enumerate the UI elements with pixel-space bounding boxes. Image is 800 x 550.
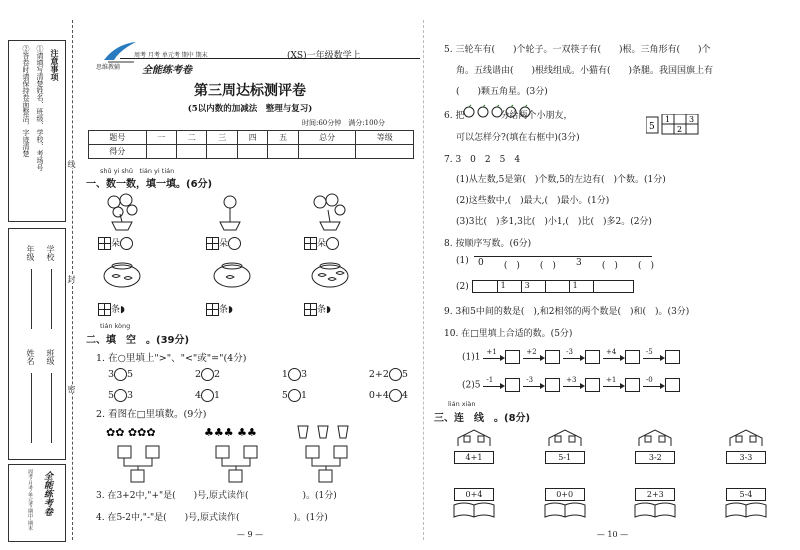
unit-label: 朵 xyxy=(317,239,327,249)
s3-pinyin: lián xiàn xyxy=(448,400,476,408)
header-brand: 全能练考卷 xyxy=(142,65,192,76)
answer-row xyxy=(304,302,331,316)
compare-circle[interactable] xyxy=(288,368,301,381)
house-card[interactable] xyxy=(722,428,770,464)
score-cell[interactable] xyxy=(356,145,414,159)
number-line-tick[interactable]: ( ) xyxy=(539,261,556,271)
score-header: 五 xyxy=(268,131,298,145)
book-icon xyxy=(633,501,677,519)
brand-footer-sub: 周考·月考·单元考·期中·期末 xyxy=(27,469,33,531)
unit-label: 朵 xyxy=(219,239,229,249)
answer-row xyxy=(206,302,233,316)
q7-part-2: (2)这些数中,( )最大,( )最小。(1分) xyxy=(456,196,610,206)
tens-ones-box[interactable] xyxy=(98,237,111,250)
unit-label: 条 xyxy=(317,305,327,315)
split-value: 2 xyxy=(677,125,683,134)
q1-text: 1. 在○里填上">"、"<"或"="(4分) xyxy=(96,353,247,364)
answer-row xyxy=(98,302,125,316)
answer-row xyxy=(206,236,241,250)
house-expression: 4+1 xyxy=(454,451,494,464)
score-header: 总分 xyxy=(298,131,356,145)
q10-text: 10. 在□里填上合适的数。(5分) xyxy=(444,329,573,339)
cut-label-seal: 封 xyxy=(67,275,76,283)
s1-pinyin: shǔ yi shǔ tián yi tián xyxy=(100,167,175,175)
answer-row xyxy=(98,236,133,250)
fish-icon: ◗ xyxy=(326,305,331,315)
score-cell[interactable] xyxy=(146,145,176,159)
strawberries-decomposition xyxy=(202,424,272,487)
compare-circle[interactable] xyxy=(114,368,127,381)
compare-item: 4 1 xyxy=(194,390,221,401)
center-fold xyxy=(423,20,424,540)
score-table xyxy=(88,130,414,159)
number-line-tick: 3 xyxy=(576,258,582,268)
house-expression: 3-3 xyxy=(726,451,766,464)
chain-box[interactable] xyxy=(625,378,640,392)
score-header: 二 xyxy=(177,131,207,145)
number-line-tick[interactable]: ( ) xyxy=(503,261,520,271)
brand-small: 思维教辅 xyxy=(96,64,121,71)
book-card[interactable] xyxy=(631,488,679,522)
field-school-line[interactable] xyxy=(51,269,52,329)
compare-item: 2 2 xyxy=(194,369,221,380)
flower-pot-picture xyxy=(210,192,250,235)
number-strip: (2) 1 3 1 xyxy=(456,280,634,293)
q4-text: 4. 在5-2中,"-"是( )号,原式读作( )。(1分) xyxy=(96,513,328,523)
strip-value: 1 xyxy=(572,281,578,290)
split-value: 1 xyxy=(665,115,671,124)
split-grid xyxy=(646,114,702,139)
split-value: 3 xyxy=(689,115,695,124)
exam-title: 第三周达标测评卷 xyxy=(194,83,306,99)
tens-ones-box[interactable] xyxy=(98,303,111,316)
exam-meta: 时间:60分钟 满分:100分 xyxy=(302,119,385,127)
exam-subtitle: (5以内数的加减法 整理与复习) xyxy=(187,104,313,114)
compare-item: 3 5 xyxy=(108,369,134,380)
strip-value: 3 xyxy=(524,281,530,290)
q7-text: 7. 3 0 2 5 4 xyxy=(444,155,521,165)
fish-icon: ◗ xyxy=(120,305,125,315)
unit-label: 朵 xyxy=(111,239,121,249)
field-school: 学校 xyxy=(46,245,55,261)
chain-box[interactable] xyxy=(545,350,560,364)
cut-label-dense: 密 xyxy=(67,385,76,393)
field-grade-line[interactable] xyxy=(31,269,32,329)
compare-circle[interactable] xyxy=(114,389,127,402)
compare-item: 0+4 4 xyxy=(368,390,408,401)
house-card[interactable] xyxy=(631,428,679,464)
fish-bowl-picture xyxy=(308,260,352,293)
apples-icon xyxy=(462,104,534,121)
brand-footer: 全能练考卷 xyxy=(42,471,52,516)
flowers-decomposition xyxy=(104,424,174,487)
field-grade: 年级 xyxy=(26,245,35,261)
compare-circle[interactable] xyxy=(201,368,214,381)
brand-footer-box xyxy=(8,464,66,542)
book-icon xyxy=(724,501,768,519)
house-icon xyxy=(454,428,494,448)
score-header: 一 xyxy=(146,131,176,145)
unit-label: 条 xyxy=(219,305,229,315)
q5-line-1: 5. 三轮车有( )个轮子。一双筷子有( )根。三角形有( )个 xyxy=(444,45,711,55)
chain-box[interactable] xyxy=(585,378,600,392)
tens-ones-box[interactable] xyxy=(304,303,317,316)
s1-title: 一、数一数，填一填。(6分) xyxy=(86,179,213,190)
field-name: 姓名 xyxy=(26,349,35,365)
chain-box[interactable] xyxy=(665,350,680,364)
notice-box xyxy=(8,40,66,222)
tens-ones-box[interactable] xyxy=(206,237,219,250)
chain-box[interactable] xyxy=(505,350,520,364)
s2-pinyin: tián kòng xyxy=(100,322,131,330)
header-rule xyxy=(120,58,420,59)
compare-circle[interactable] xyxy=(389,368,402,381)
score-cell[interactable] xyxy=(237,145,267,159)
number-line: (1) 0 ( ) ( ) 3 ( ) ( ) xyxy=(456,256,654,271)
strip-value: 1 xyxy=(500,281,506,290)
house-expression: 5-1 xyxy=(545,451,585,464)
chain-2: (2)5 -1 -3 +3 +1 -0 xyxy=(462,378,680,392)
svg-text:✿✿ ✿✿✿: ✿✿ ✿✿✿ xyxy=(106,426,156,439)
page-number-right: — 10 — xyxy=(596,530,629,539)
book-expression: 2+3 xyxy=(635,488,675,501)
s3-title: 三、连 线 。(8分) xyxy=(434,413,531,424)
header-tagline: 周考 月考 单元考 期中 期末 xyxy=(134,52,208,59)
book-card[interactable] xyxy=(722,488,770,522)
answer-circle[interactable] xyxy=(120,237,133,250)
chain-1: (1)1 +1 +2 -3 +4 -5 xyxy=(462,350,680,364)
flower-pot-picture xyxy=(308,192,352,235)
notice-title: 注意事项 xyxy=(50,49,59,81)
q5-line-3: ( )颗五角星。(3分) xyxy=(456,87,548,97)
books-row xyxy=(450,488,770,522)
score-header: 三 xyxy=(207,131,237,145)
score-cell[interactable] xyxy=(298,145,356,159)
q8-text: 8. 按顺序写数。(6分) xyxy=(444,239,532,249)
notice-tip-2: ②答卷时请保持卷面整洁，字迹清楚 xyxy=(22,45,30,157)
score-cell[interactable] xyxy=(268,145,298,159)
cups-decomposition xyxy=(292,424,362,487)
score-header: 四 xyxy=(237,131,267,145)
header-subject: (XS)一年级数学上 xyxy=(287,51,361,61)
compare-circle[interactable] xyxy=(288,389,301,402)
score-row-label: 得分 xyxy=(89,145,147,159)
chain-box[interactable] xyxy=(585,350,600,364)
left-page xyxy=(82,0,418,550)
svg-text:♣♣♣ ♣♣: ♣♣♣ ♣♣ xyxy=(204,426,257,439)
house-icon xyxy=(726,428,766,448)
notice-tip-1: ①请填写清楚姓名、班级、学校、考场号 xyxy=(36,45,44,171)
compare-item: 5 3 xyxy=(108,390,134,401)
q5-line-2: 角。五线谱由( )根线组成。小猫有( )条腿。我国国旗上有 xyxy=(456,66,714,76)
q2-text: 2. 看图在□里填数。(9分) xyxy=(96,409,207,420)
binding-sidebar xyxy=(0,0,78,550)
fish-bowl-picture xyxy=(210,260,254,293)
compare-item: 1 3 xyxy=(281,369,307,380)
house-icon xyxy=(545,428,585,448)
number-line-tick[interactable]: ( ) xyxy=(601,261,618,271)
book-card[interactable] xyxy=(541,488,589,522)
book-card[interactable] xyxy=(450,488,498,522)
chain-box[interactable] xyxy=(665,378,680,392)
compare-item: 2+2 5 xyxy=(368,369,408,380)
houses-row xyxy=(450,428,770,464)
q6-line-1: 6. 把 分给两个小朋友， xyxy=(444,111,573,121)
compare-circle[interactable] xyxy=(389,389,402,402)
s2-title: 二、填 空 。(39分) xyxy=(86,335,190,346)
split-total: 5 xyxy=(649,122,655,132)
q9-text: 9. 3和5中间的数是( ),和2相邻的两个数是( )和( )。(3分) xyxy=(444,307,690,317)
tens-ones-box[interactable] xyxy=(304,237,317,250)
compare-grid xyxy=(108,368,408,402)
house-expression: 3-2 xyxy=(635,451,675,464)
house-card[interactable] xyxy=(450,428,498,464)
house-icon xyxy=(635,428,675,448)
field-name-line[interactable] xyxy=(31,373,32,443)
book-expression: 5-4 xyxy=(726,488,766,501)
score-cell[interactable] xyxy=(177,145,207,159)
book-expression: 0+0 xyxy=(545,488,585,501)
field-class: 班级 xyxy=(46,349,55,365)
chain-box[interactable] xyxy=(505,378,520,392)
answer-row xyxy=(304,236,339,250)
unit-label: 条 xyxy=(111,305,121,315)
book-icon xyxy=(543,501,587,519)
score-header: 等级 xyxy=(356,131,414,145)
compare-circle[interactable] xyxy=(201,389,214,402)
book-icon xyxy=(452,501,496,519)
answer-circle[interactable] xyxy=(228,237,241,250)
score-header: 题号 xyxy=(89,131,147,145)
answer-circle[interactable] xyxy=(326,237,339,250)
score-cell[interactable] xyxy=(207,145,237,159)
house-card[interactable] xyxy=(541,428,589,464)
q6-line-2: 可以怎样分?(填在右框中)(3分) xyxy=(456,133,580,143)
chain-box[interactable] xyxy=(625,350,640,364)
compare-item: 5 1 xyxy=(281,390,307,401)
number-line-tick[interactable]: ( ) xyxy=(637,261,654,271)
page-number-left: — 9 — xyxy=(236,530,264,539)
right-page xyxy=(430,0,795,550)
flower-pot-picture xyxy=(100,192,144,235)
fish-bowl-picture xyxy=(100,260,144,293)
field-class-line[interactable] xyxy=(51,373,52,443)
fish-icon: ◗ xyxy=(228,305,233,315)
book-expression: 0+4 xyxy=(454,488,494,501)
cut-label-line: 线 xyxy=(67,160,76,168)
tens-ones-box[interactable] xyxy=(206,303,219,316)
chain-box[interactable] xyxy=(545,378,560,392)
student-info-box xyxy=(8,228,66,460)
q7-part-1: (1)从左数,5是第( )个数,5的左边有( )个数。(1分) xyxy=(456,175,666,185)
number-line-tick: 0 xyxy=(478,258,484,268)
q7-part-3: (3)3比( )多1,3比( )小1,( )比( )多2。(2分) xyxy=(456,217,652,227)
q3-text: 3. 在3+2中,"+"是( )号,原式读作( )。(1分) xyxy=(96,491,337,501)
